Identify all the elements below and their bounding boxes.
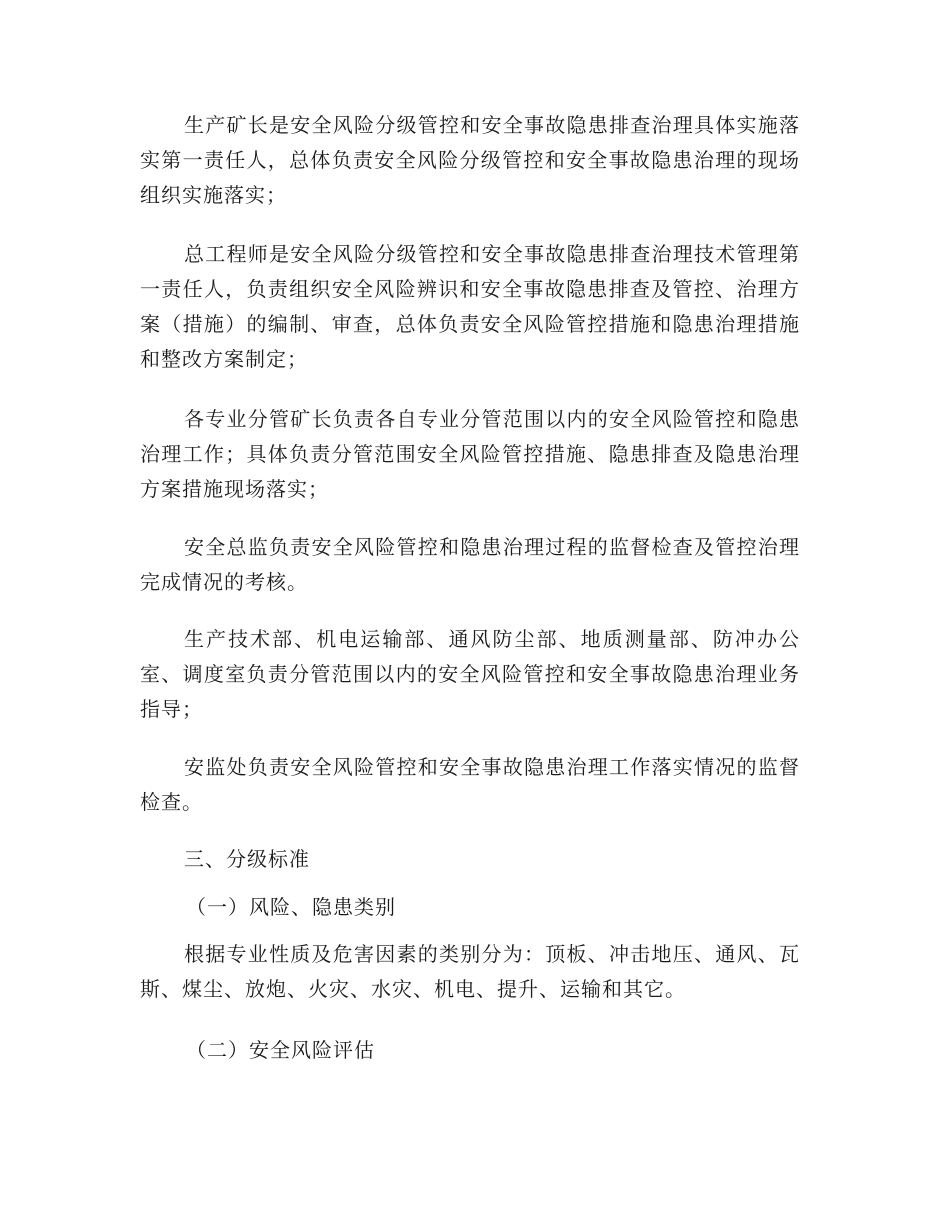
subsection-heading-risk-assessment: （二）安全风险评估 (186, 1038, 375, 1062)
paragraph-categories: 根据专业性质及危害因素的类别分为：顶板、冲击地压、通风、瓦斯、煤尘、放炮、火灾、水灾、机电、提升、运输和其它。 (140, 942, 800, 1001)
paragraph-production-mine-manager: 生产矿长是安全风险分级管控和安全事故隐患排查治理具体实施落实第一责任人，总体负责安全风险分级管控和安全事故隐患治理的现场组织实施落实； (140, 113, 800, 207)
section-heading: 三、分级标准 (184, 847, 310, 871)
paragraph-departments: 生产技术部、机电运输部、通风防尘部、地质测量部、防冲办公室、调度室负责分管范围以内的安全风险管控和安全事故隐患治理业务指导； (140, 627, 800, 721)
paragraph-specialty-managers: 各专业分管矿长负责各自专业分管范围以内的安全风险管控和隐患治理工作；具体负责分管范围安全风险管控措施、隐患排查及隐患治理方案措施现场落实； (140, 407, 800, 501)
paragraph-chief-engineer: 总工程师是安全风险分级管控和安全事故隐患排查治理技术管理第一责任人，负责组织安全风险辨识和安全事故隐患排查及管控、治理方案（措施）的编制、审查，总体负责安全风险管控措施和隐患治理措施和整改方案制定； (140, 242, 800, 371)
paragraph-safety-director: 安全总监负责安全风险管控和隐患治理过程的监督检查及管控治理完成情况的考核。 (140, 535, 800, 594)
paragraph-safety-supervision: 安监处负责安全风险管控和安全事故隐患治理工作落实情况的监督检查。 (140, 755, 800, 814)
subsection-heading-categories: （一）风险、隐患类别 (186, 895, 396, 919)
